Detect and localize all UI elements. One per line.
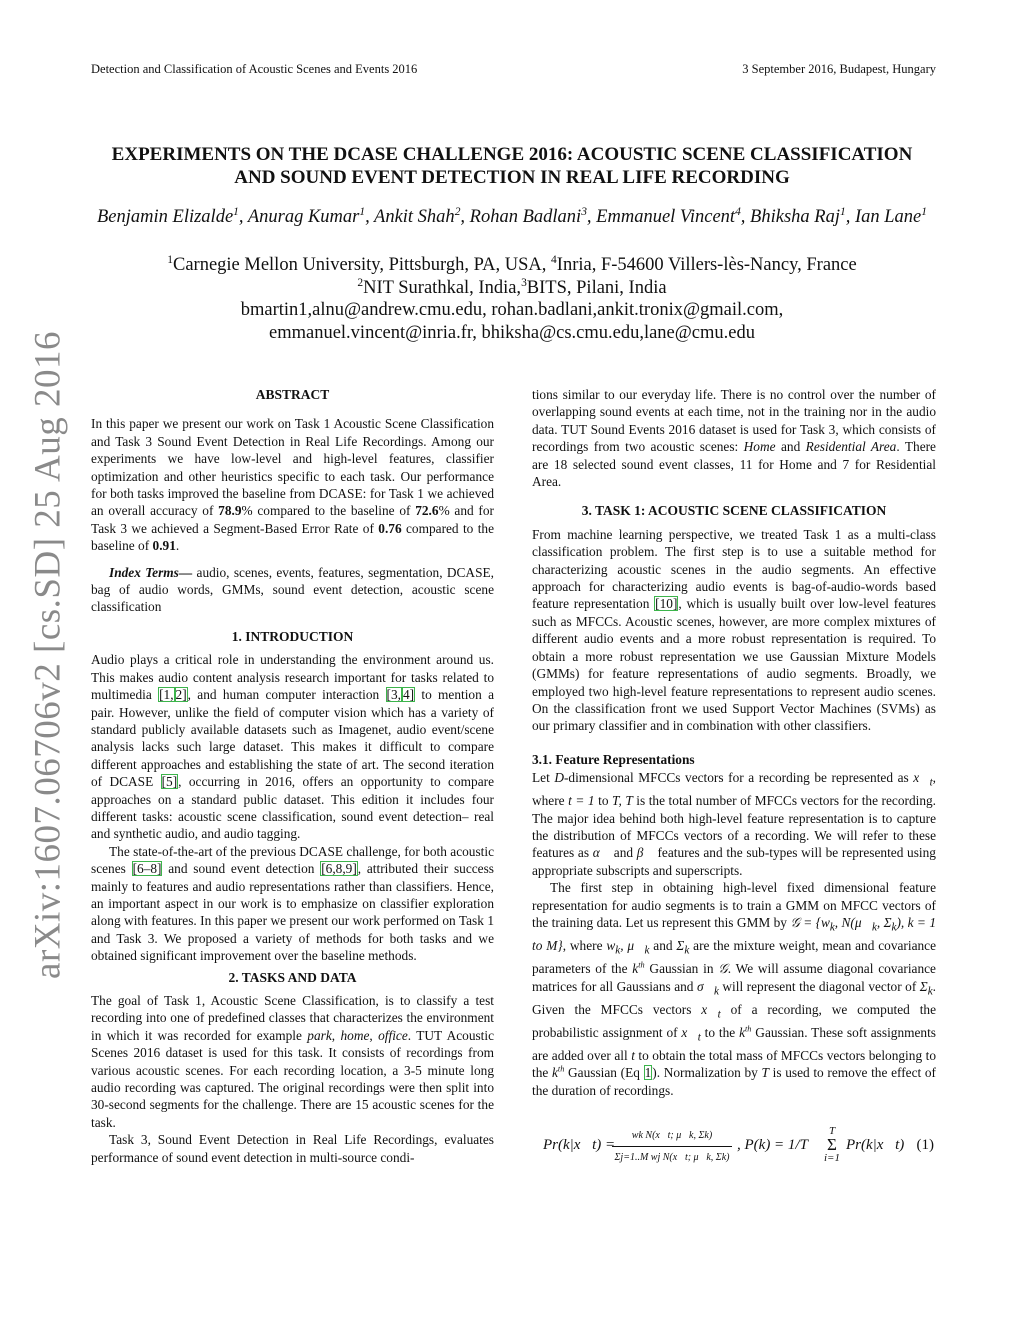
text: From machine learning perspective, we treated Task 1 as a multi-class classification problem. The first step is to use a suitable method for characterizing acoustic scenes in the audio segments. An effective approach for characterizing audio events is bag-of-audio-words based feature representation bbox=[532, 526, 936, 612]
text: , bbox=[369, 1027, 379, 1043]
text: features and the sub-types will be represented using appropriate subscripts and superscripts. bbox=[532, 845, 936, 878]
text: is used to remove the effect of the duration of recordings. bbox=[532, 1065, 936, 1098]
math-sup: th bbox=[638, 960, 645, 970]
abstract-part: % compared to the baseline of bbox=[241, 503, 416, 519]
text: Gaussian in bbox=[644, 961, 719, 977]
math-sub: k bbox=[891, 921, 897, 934]
text: , attributed their success mainly to features and audio representations rather than classifiers. Hence, an important aspect in our work is to emphasize on classifier exploration along with features. In this paper we present our work performed on Task 1 and Task 3. We proposed a variety of methods for both tasks and we obtained significant improvement over the baseline methods. bbox=[91, 861, 494, 964]
math: w bbox=[606, 938, 616, 954]
equation-middle: , P(k) = 1/T bbox=[737, 1136, 808, 1153]
abstract-part: . bbox=[175, 538, 180, 554]
text: The state-of-the-art of the previous DCASE challenge, for both acoustic scenes bbox=[91, 843, 494, 877]
math: k bbox=[551, 1065, 558, 1081]
equation-rhs: Pr(k|x⃗t) bbox=[846, 1136, 905, 1153]
math-sub: k bbox=[684, 944, 690, 957]
feature-representations-heading: 3.1. Feature Representations bbox=[532, 751, 695, 767]
index-terms-label: Index Terms— bbox=[109, 564, 193, 580]
text: to obtain the total mass of MFCCs vectors belonging to the bbox=[532, 1047, 936, 1081]
scene-name: Residential Area bbox=[805, 439, 897, 455]
author-affil-mark: 1 bbox=[921, 205, 927, 218]
text: The goal of Task 1, Acoustic Scene Classification, is to classify a test recording into one of predefined classes that characterizes the environment in which it was recorded for example bbox=[91, 993, 494, 1043]
math-sup: th bbox=[557, 1064, 565, 1074]
text: , bbox=[331, 1027, 341, 1043]
text: tions similar to our everyday life. There is no control over the number of overlapping sound events at each time, not in the training nor in the audio data. TUT Sound Events 2016 dataset is used for Task 3, which consists of recordings from two acoustic scenes: bbox=[532, 387, 936, 455]
sum-symbol: Σ bbox=[827, 1134, 837, 1154]
text: , where bbox=[532, 770, 936, 809]
running-header-right: 3 September 2016, Budapest, Hungary bbox=[742, 62, 936, 76]
math: k bbox=[739, 1024, 746, 1040]
email-line: bmartin1,alnu@andrew.cmu.edu, rohan.badlani,ankit.tronix@gmail.com, bbox=[240, 300, 784, 320]
paper-title bbox=[60, 143, 964, 189]
abstract-heading: ABSTRACT bbox=[255, 387, 330, 402]
citation-link[interactable]: [5] bbox=[161, 774, 178, 790]
tasks-heading: 2. TASKS AND DATA bbox=[228, 969, 357, 985]
equation-1 bbox=[532, 1125, 936, 1175]
affiliation-line bbox=[110, 254, 914, 277]
tasks-paragraph-1 bbox=[91, 992, 494, 1131]
text: and sound event detection bbox=[162, 861, 321, 877]
text: . We will assume diagonal covariance matrices for all Gaussians and bbox=[532, 961, 936, 994]
affiliations bbox=[110, 254, 914, 344]
intro-paragraph-1 bbox=[91, 651, 494, 842]
affil-mark: 3 bbox=[521, 276, 527, 289]
author: Ankit Shah bbox=[374, 207, 455, 227]
equation-sum bbox=[822, 1125, 842, 1164]
sum-upper-limit: T bbox=[828, 1124, 836, 1137]
text: of a recording, we computed the probabilistic assignment of bbox=[532, 1001, 936, 1040]
equation-number: (1) bbox=[916, 1136, 934, 1153]
text: to the bbox=[700, 1024, 740, 1040]
text: will represent the diagonal vector of bbox=[718, 978, 920, 994]
author: Anurag Kumar bbox=[247, 207, 360, 227]
example-class: office bbox=[378, 1027, 408, 1043]
math: , μ⃗ bbox=[620, 938, 645, 954]
text: , where bbox=[562, 938, 607, 954]
abstract-value: 0.76 bbox=[378, 520, 402, 536]
sum-lower-limit: i=1 bbox=[824, 1151, 840, 1164]
text: . Given the MFCCs vectors bbox=[532, 978, 937, 1017]
affiliation-text: NIT Surathkal, India, bbox=[363, 277, 522, 298]
citation-link[interactable]: 2] bbox=[175, 687, 187, 703]
right-column bbox=[532, 386, 936, 1175]
math-sub: k bbox=[615, 944, 621, 957]
author-affil-mark: 3 bbox=[581, 205, 587, 218]
running-header-left: Detection and Classification of Acoustic Scenes and Events 2016 bbox=[91, 62, 418, 76]
math-sub: t bbox=[697, 1031, 701, 1044]
title-line-1: EXPERIMENTS ON THE DCASE CHALLENGE 2016: ACOUSTIC SCENE CLASSIFICATION bbox=[111, 144, 913, 165]
text: to mention a pair. However, unlike the field of computer vision which has a variety of standard publicly available datasets such as Imagenet, audio event/scene analysis lacks such large dataset. This makes it difficult to compare different approaches and establishing the state of art. The second iteration of DCASE bbox=[91, 687, 494, 790]
math-sub: k bbox=[713, 985, 719, 998]
left-column bbox=[91, 386, 494, 1166]
text: ). Normalization by bbox=[652, 1065, 762, 1081]
equation-lhs: Pr(k|x⃗t) = bbox=[543, 1136, 616, 1153]
abstract-part: % and for Task 3 we achieved a Segment-Based Error Rate of bbox=[91, 503, 494, 536]
math-sub: k bbox=[644, 944, 650, 957]
text: are the mixture weight, mean and covariance parameters of the bbox=[532, 938, 937, 977]
abstract-value: 0.91 bbox=[152, 538, 176, 554]
tasks-paragraph-2: Task 3, Sound Event Detection in Real Life Recordings, evaluates performance of sound event detection in multi-source condi- bbox=[91, 1132, 494, 1165]
math: σ⃗ bbox=[697, 978, 714, 994]
math: , Σ bbox=[876, 915, 892, 931]
author: Ian Lane bbox=[854, 207, 922, 227]
affil-mark: 4 bbox=[551, 253, 557, 266]
text: Let bbox=[532, 770, 555, 786]
math-sub: k bbox=[829, 921, 835, 934]
equation-denominator: Σj=1..M wj N(x⃗t; μ⃗k, Σk) bbox=[614, 1152, 730, 1164]
text: , which is usually built over low-level features such as MFCCs. Acoustic scenes, however, are more complex mixtures of different audio events and a more robust representation is required. To obtain a more robust representation we use Gaussian Mixture Models (GMMs) for feature representations of audio segments. Broadly, we employed two high-level feature representations to represent audio scenes. On the classification front we used Support Vector Machines (SVMs) as our primary classifier and in combination with other classifiers. bbox=[532, 596, 936, 734]
intro-heading: 1. INTRODUCTION bbox=[231, 628, 354, 644]
math: T bbox=[761, 1065, 769, 1081]
affiliation-text: Carnegie Mellon University, Pittsburgh, PA, USA, bbox=[172, 255, 552, 275]
text: and bbox=[610, 845, 637, 861]
citation-link[interactable]: [1, bbox=[159, 687, 174, 703]
affil-mark: 1 bbox=[167, 253, 173, 266]
math: β⃗ bbox=[636, 845, 654, 861]
scene-name: Home bbox=[743, 439, 776, 455]
math: x⃗ bbox=[701, 1001, 718, 1017]
math: Σ bbox=[919, 978, 928, 994]
math: t = 1 bbox=[568, 793, 595, 809]
affil-mark: 2 bbox=[357, 276, 364, 289]
text: The first step in obtaining high-level fixed dimensional feature representation for audio segments is to train a GMM on MFCC vectors of the training data. Let us represent this GMM by bbox=[532, 880, 936, 931]
arxiv-watermark: arXiv:1607.06706v2 [cs.SD] 25 Aug 2016 bbox=[27, 331, 69, 979]
equation-fraction bbox=[612, 1127, 732, 1167]
text: to bbox=[594, 793, 613, 809]
author-affil-mark: 1 bbox=[839, 205, 846, 218]
tasks-paragraph-2-continued bbox=[532, 386, 936, 490]
abstract-part: In this paper we present our work on Task 1 Acoustic Scene Classification and Task 3 Sound Event Detection in Real Life Recordings. Among our experiments we have low-level and high-level features, classifier optimization and other heuristics specific to each task. Our performance for both tasks improved the baseline from DCASE: for Task 1 we achieved an overall accuracy of bbox=[91, 416, 494, 519]
math: D bbox=[554, 770, 564, 786]
intro-paragraph-2 bbox=[91, 843, 494, 965]
example-class: park bbox=[307, 1027, 332, 1043]
math: Σ bbox=[676, 938, 685, 954]
author: Rohan Badlani bbox=[469, 207, 582, 227]
text: . TUT Acoustic Scenes 2016 dataset is used for this task. It consists of recordings from various acoustic scenes. For each recording location, a 3-5 minute long audio recording was captured. The original recordings were then split into 30-second segments for the challenge. There are 15 acoustic scenes for the task. bbox=[91, 1027, 495, 1130]
math: k bbox=[632, 961, 639, 977]
task1-paragraph bbox=[532, 526, 936, 735]
abstract-part: compared to the baseline of bbox=[91, 520, 495, 554]
task1-heading: 3. TASK 1: ACOUSTIC SCENE CLASSIFICATION bbox=[581, 503, 887, 519]
author-affil-mark: 1 bbox=[233, 205, 239, 218]
abstract-value: 72.6 bbox=[415, 503, 439, 519]
features-paragraph-2 bbox=[532, 879, 936, 1099]
features-paragraph-1 bbox=[532, 769, 936, 879]
author-affil-mark: 1 bbox=[359, 205, 366, 218]
affiliation-line bbox=[110, 277, 914, 300]
abstract-value: 78.9 bbox=[218, 503, 242, 519]
math: , N(μ⃗ bbox=[834, 915, 872, 931]
author-affil-mark: 2 bbox=[454, 205, 461, 218]
text: and bbox=[775, 439, 806, 455]
math: 𝒢 = {w bbox=[790, 915, 830, 931]
example-class: home bbox=[340, 1027, 370, 1043]
text: Gaussian. These soft assignments are added over all bbox=[532, 1024, 936, 1063]
citation-link[interactable]: [3, bbox=[386, 687, 401, 703]
math: 𝒢 bbox=[718, 961, 728, 977]
math: x⃗ bbox=[913, 770, 930, 786]
math-sub: t bbox=[717, 1008, 721, 1021]
affiliation-text: BITS, Pilani, India bbox=[526, 277, 667, 298]
math-sub: t bbox=[929, 776, 933, 789]
citation-link[interactable]: [10] bbox=[655, 596, 678, 612]
math: T, T bbox=[612, 793, 633, 809]
math: t bbox=[631, 1047, 635, 1063]
math: ), k = 1 to M} bbox=[532, 915, 936, 954]
index-terms-text: audio, scenes, events, features, segmentation, DCASE, bag of audio words, GMMs, sound event detection, acoustic scene classification bbox=[91, 564, 494, 615]
author: Bhiksha Raj bbox=[750, 207, 840, 227]
math: α⃗ bbox=[592, 845, 611, 861]
equation-numerator: wk N(x⃗t; μ⃗k, Σk) bbox=[612, 1127, 732, 1147]
text: Gaussian (Eq bbox=[564, 1065, 644, 1081]
citation-link[interactable]: 4] bbox=[402, 687, 415, 703]
text: Audio plays a critical role in understanding the environment around us. This makes audio content analysis research important for tasks related to multimedia bbox=[91, 652, 494, 703]
abstract-text bbox=[91, 415, 494, 554]
author: Emmanuel Vincent bbox=[596, 207, 736, 227]
text: -dimensional MFCCs vectors for a recording be represented as bbox=[563, 770, 914, 786]
math-sub: k bbox=[871, 921, 877, 934]
author-affil-mark: 4 bbox=[735, 205, 741, 218]
email-line: emmanuel.vincent@inria.fr, bhiksha@cs.cmu.edu,lane@cmu.edu bbox=[269, 322, 755, 343]
math-sub: k bbox=[927, 985, 933, 998]
affiliation-text: Inria, F-54600 Villers-lès-Nancy, France bbox=[556, 255, 857, 275]
text: is the total number of MFCCs vectors for the recording. The major idea behind both high-level feature representation is to capture the distribution of MFCCs vectors of a recording. We will refer to these features as bbox=[532, 793, 936, 861]
citation-link[interactable]: [6,8,9] bbox=[321, 861, 357, 877]
text: , occurring in 2016, offers an opportunity to compare approaches on a standard public dataset. This edition it includes four different tasks: acoustic scene classification, sound event detection– real and synthetic audio, and audio tagging. bbox=[91, 774, 494, 842]
citation-link[interactable]: [6–8] bbox=[132, 861, 162, 877]
math-sup: th bbox=[745, 1024, 752, 1034]
math: x⃗ bbox=[681, 1024, 698, 1040]
title-line-2: AND SOUND EVENT DETECTION IN REAL LIFE RECORDING bbox=[234, 167, 790, 188]
equation-link[interactable]: 1 bbox=[644, 1065, 652, 1081]
text: and bbox=[649, 938, 677, 954]
text: . There are 18 selected sound event classes, 11 for Home and 7 for Residential Area. bbox=[532, 439, 936, 490]
author-list: Benjamin Elizalde$^1$, Anurag Kumar$^1$, Ankit Shah$^2$, Rohan Badlani$^3$, Emmanuel Vincent$^4$, Bhiksha Raj$^1$, Ian Lane$^1$ bbox=[97, 205, 927, 227]
author: Benjamin Elizalde bbox=[97, 207, 234, 227]
text: , and human computer interaction bbox=[187, 687, 386, 703]
index-terms bbox=[91, 564, 494, 616]
